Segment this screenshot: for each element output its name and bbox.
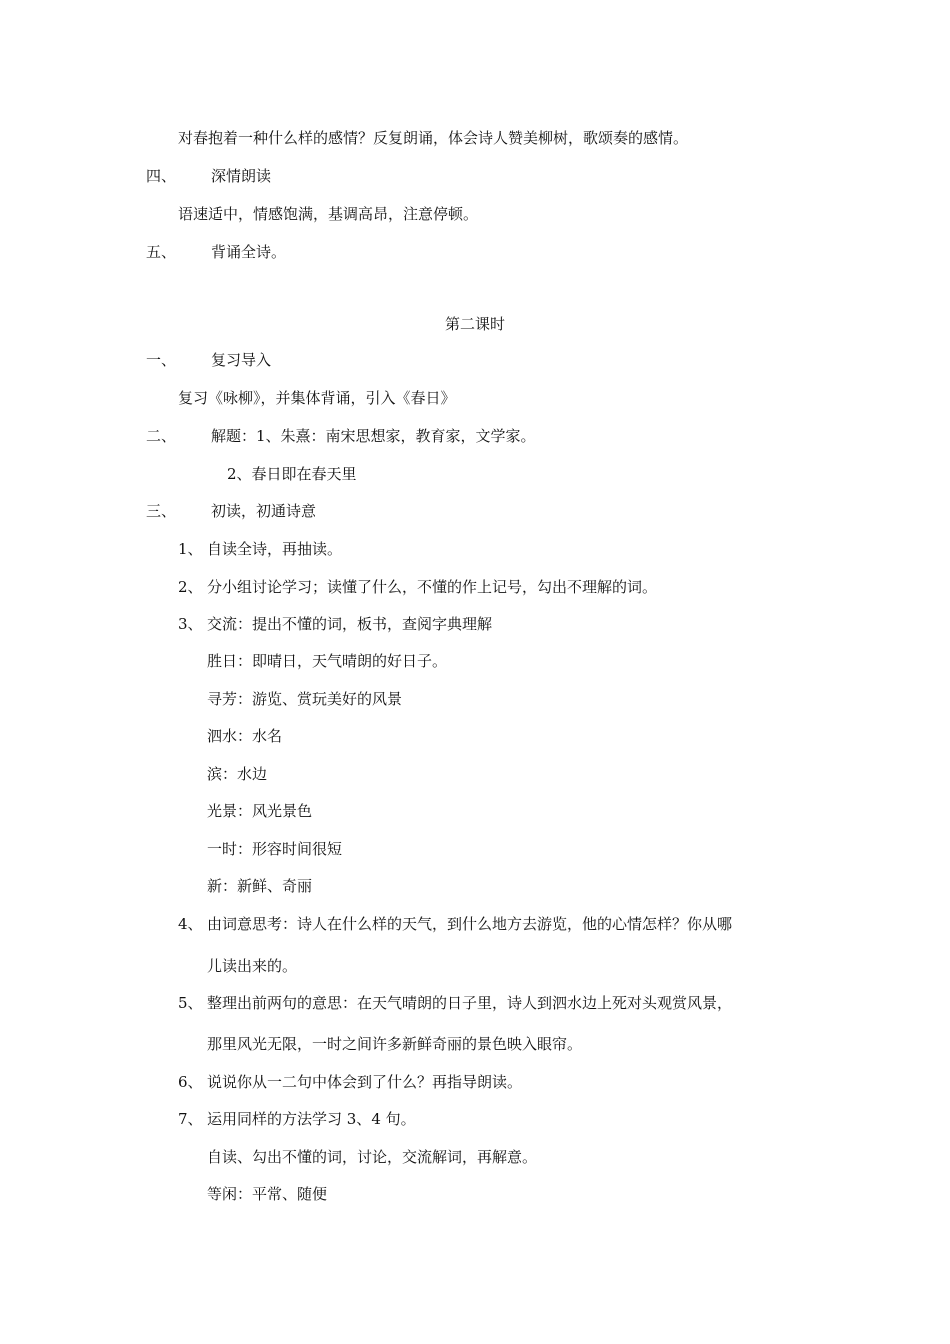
list-item [178,614,492,634]
item-text: 分小组讨论学习；读懂了什么，不懂的作上记号，勾出不理解的词。 [207,578,658,596]
section-heading: 解题：1、朱熹：南宋思想家，教育家，文学家。 [211,427,536,445]
list-item [178,1109,416,1129]
item-number: 6、 [178,1073,203,1091]
item-number: 4、 [178,915,203,933]
item-text: 由词意思考：诗人在什么样的天气，到什么地方去游览，他的心情怎样？你从哪 [207,915,733,933]
vocab-entry: 光景：风光景色 [207,802,313,820]
list-item [178,539,342,559]
section-heading: 背诵全诗。 [211,243,287,261]
vocab-entry: 泗水：水名 [207,727,283,745]
item-text: 说说你从一二句中体会到了什么？再指导朗读。 [207,1073,523,1091]
list-item [178,577,657,597]
item-number: 5、 [178,994,203,1012]
item-number: 2、 [178,578,203,596]
item-text: 运用同样的方法学习 3、4 句。 [207,1110,416,1128]
section-marker: 五、 [146,243,177,261]
paragraph: 复习《咏柳》，并集体背诵，引入《春日》 [178,389,456,407]
section-marker: 三、 [146,502,177,520]
vocab-entry: 滨：水边 [207,765,268,783]
lesson-title: 第二课时 [444,315,505,333]
item-number: 7、 [178,1110,203,1128]
item-number: 1、 [178,540,203,558]
section-marker: 二、 [146,427,177,445]
item-continuation: 儿读出来的。 [207,957,298,975]
item-text: 整理出前两句的意思：在天气晴朗的日子里，诗人到泗水边上死对头观赏风景， [207,994,733,1012]
vocab-entry: 寻芳：游览、赏玩美好的风景 [207,690,403,708]
paragraph: 2、春日即在春天里 [227,465,357,483]
list-item [178,914,732,934]
item-continuation: 那里风光无限，一时之间许多新鲜奇丽的景色映入眼帘。 [207,1035,583,1053]
paragraph: 对春抱着一种什么样的感情？反复朗诵，体会诗人赞美柳树，歌颂奏的感情。 [178,129,689,147]
item-number: 3、 [178,615,203,633]
section-heading: 复习导入 [211,351,272,369]
list-item [178,1072,522,1092]
section-marker: 四、 [146,167,177,185]
vocab-entry: 一时：形容时间很短 [207,840,343,858]
list-item [178,993,732,1013]
vocab-entry: 新：新鲜、奇丽 [207,877,313,895]
vocab-entry: 等闲：平常、随便 [207,1185,328,1203]
item-text: 自读全诗，再抽读。 [207,540,343,558]
paragraph: 自读、勾出不懂的词，讨论，交流解词，再解意。 [207,1148,538,1166]
vocab-entry: 胜日：即晴日，天气晴朗的好日子。 [207,652,448,670]
section-heading: 初读，初通诗意 [211,502,317,520]
item-text: 交流：提出不懂的词，板书，查阅字典理解 [207,615,493,633]
paragraph: 语速适中，情感饱满，基调高昂，注意停顿。 [178,205,479,223]
section-heading: 深情朗读 [211,167,272,185]
section-marker: 一、 [146,351,177,369]
